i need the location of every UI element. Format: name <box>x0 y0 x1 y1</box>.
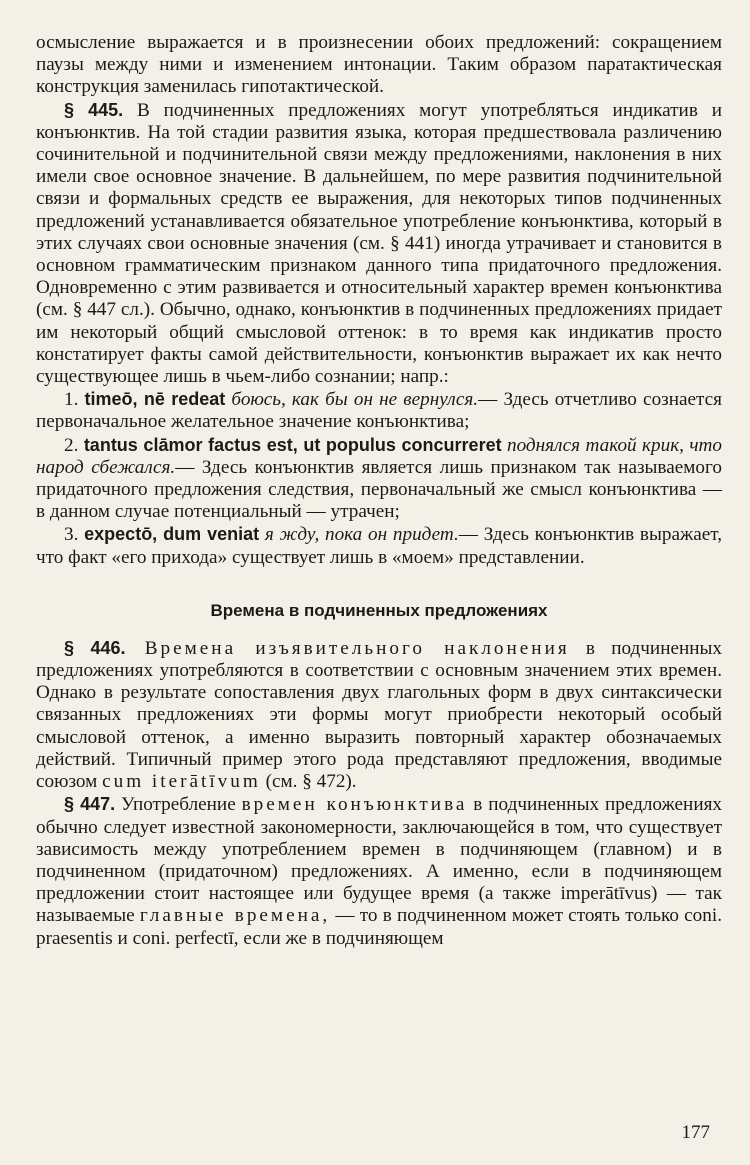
latin-example: tantus clāmor factus est, ut populus concurreret <box>83 434 502 455</box>
example-number: 3. <box>64 524 85 546</box>
example-3 <box>36 523 722 568</box>
example-2 <box>36 434 722 524</box>
section-447 <box>36 793 722 949</box>
section-number: § 445. <box>64 99 124 120</box>
spaced-term: Времена изъявительного наклонения <box>125 637 570 659</box>
spaced-term: времен конъюнктива <box>241 794 468 816</box>
translation: боюсь, как бы он не вернулся. <box>225 389 479 411</box>
section-heading: Времена в подчиненных предложениях <box>210 600 548 620</box>
latin-example: timeō, nē redeat <box>84 389 226 410</box>
example-comment: — Здесь конъюнктив выражает, что факт «его прихода» существует лишь в «моем» представлении. <box>36 524 723 568</box>
section-number: § 446. <box>64 637 126 658</box>
example-comment: — Здесь отчетливо сознается первоначальное желательное значение конъюнктива; <box>36 389 723 433</box>
section-text: в подчиненных предложениях употребляются в соответствии с основным значением этих времен. Однако в результате сопоставления двух глагольных форм в двух синтаксически связанных предложениях эти формы могут приобрести некоторый особый смысловой оттенок, а именно выразить повторный характер обозначаемых действий. Типичный пример этого рода представляют предложения, вводимые союзом <box>36 637 723 793</box>
example-number: 2. <box>64 434 84 456</box>
section-445 <box>36 99 722 389</box>
example-1 <box>36 388 722 433</box>
latin-example: expectō, dum veniat <box>84 524 260 545</box>
section-text: В подчиненных предложениях могут употребляться индикатив и конъюнктив. На той стадии развития языка, которая предшествовала различению сочинительной и подчинительной связи между предложениями, наклонения в них имели свое основное значение. В дальнейшем, по мере развития подчинительной связи и формальных средств ее выражения, для некоторых типов подчиненных предложений устанавливается обязательное употребление конъюнктива, который в этих случаях свои основные значения (см. § 441) иногда утрачивает и становится в основном грамматическим признаком данного типа придаточного предложения. Одновременно с этим развивается и относительный характер времен конъюнктива (см. § 447 сл.). Обычно, однако, конъюнктив в подчиненных предложениях придает им некоторый общий смысловой оттенок: в то время как индикатив просто констатирует факты самой действительности, конъюнктив выражает их как нечто существующее лишь в чьем-либо сознании; напр.: <box>36 99 722 388</box>
section-number: § 447. <box>64 794 116 815</box>
section-446 <box>36 637 722 793</box>
section-text: Употребление <box>115 794 242 816</box>
translation: поднялся такой крик, что народ сбежался. <box>36 434 722 478</box>
translation: я жду, пока он придет. <box>259 524 459 546</box>
spaced-term: главные времена, <box>139 905 331 927</box>
example-number: 1. <box>64 389 85 411</box>
spaced-term: cum iterātīvum <box>102 771 261 793</box>
section-text: — то в подчиненном может стоять только coni. praesentis и coni. perfectī, если же в подчиняющем <box>36 905 722 949</box>
paragraph-continuation: осмысление выражается и в произнесении обоих предложений: сокращением паузы между ними и изменением интонации. Таким образом паратактическая конструкция заменилась гипотактической. <box>36 32 722 98</box>
section-text: (см. § 472). <box>260 771 357 793</box>
example-comment: — Здесь конъюнктив является лишь признаком так называемого придаточного предложения следствия, первоначальный же смысл конъюнктива — в данном случае потенциальный — утрачен; <box>36 456 722 523</box>
page-number: 177 <box>681 1122 710 1143</box>
section-text: в подчиненных предложениях обычно следует известной закономерности, заключающейся в том, что существует зависимость между употреблением времен в подчиняющем (главном) и в подчиненном (придаточном) предложениях. А именно, если в подчиняющем предложении стоит настоящее или будущее время (а также imperātīvus) — так называемые <box>36 794 723 927</box>
